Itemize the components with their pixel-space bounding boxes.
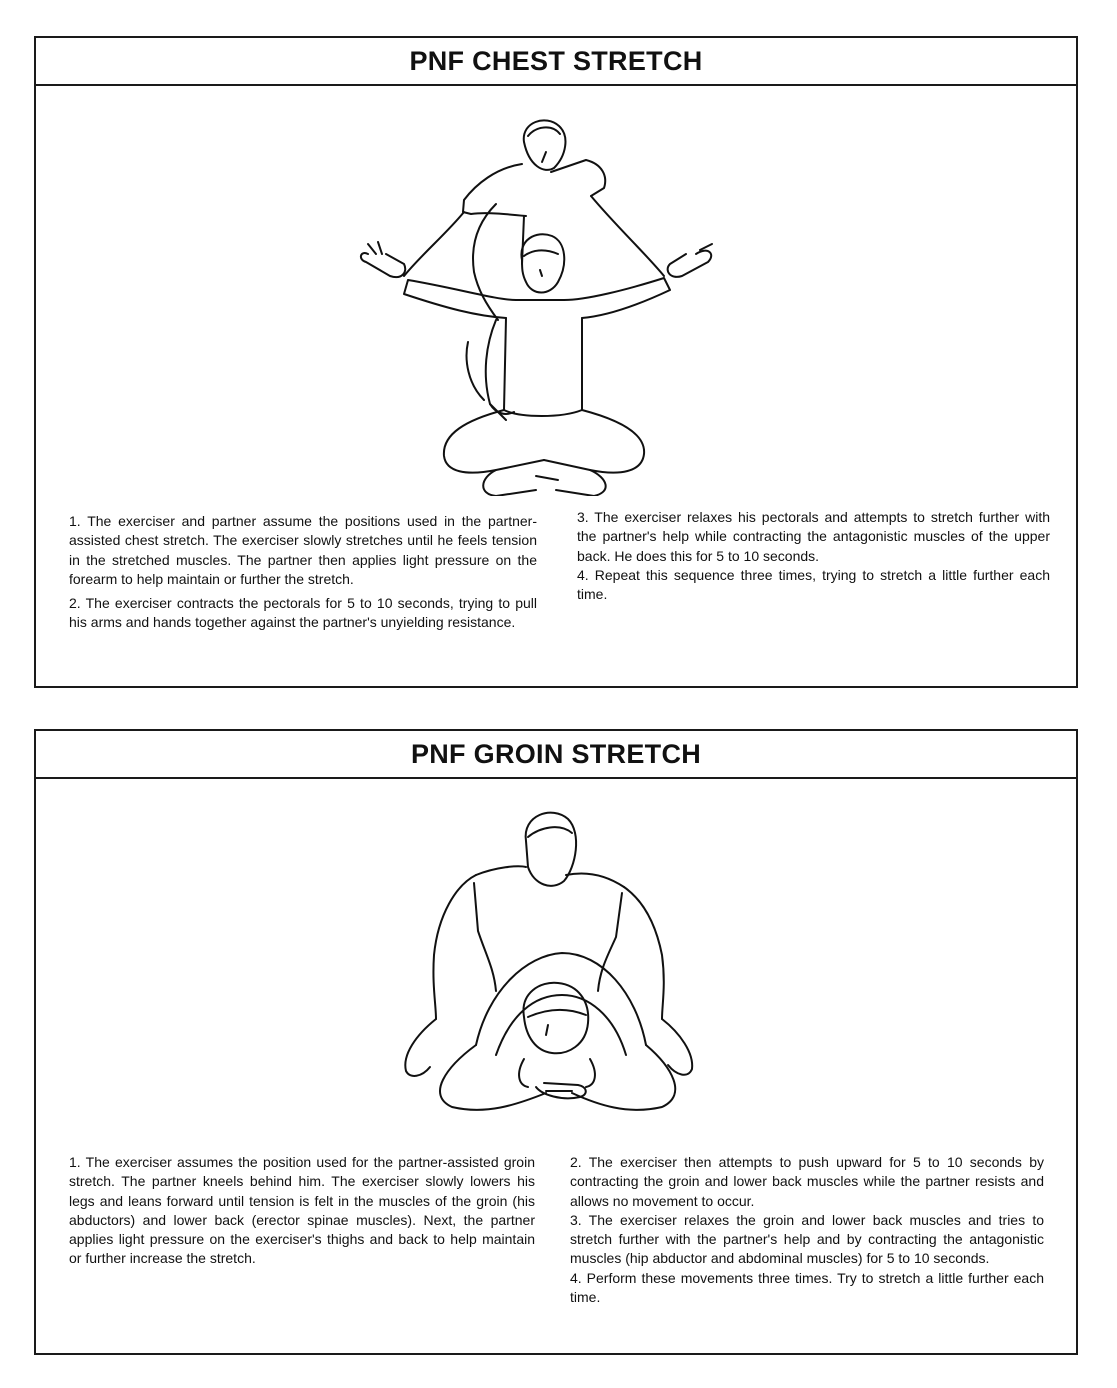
groin-left-column bbox=[69, 1153, 535, 1274]
chest-stretch-panel bbox=[34, 36, 1078, 688]
exerciser-figure bbox=[404, 234, 670, 496]
chest-step-2: 2. The exerciser contracts the pectorals for 5 to 10 seconds, trying to pull his arms and hands together against the partner's unyielding resistance. bbox=[69, 595, 537, 631]
chest-right-column bbox=[577, 508, 1050, 604]
chest-left-column bbox=[69, 512, 537, 638]
chest-step-3: 3. The exerciser relaxes his pectorals and attempts to stretch further with the partner's help while contracting the antagonistic muscles of the upper back. He does this for 5 to 10 seconds. bbox=[577, 509, 1050, 564]
partner-figure bbox=[405, 813, 692, 1076]
groin-stretch-title: PNF GROIN STRETCH bbox=[36, 731, 1076, 779]
groin-stretch-panel bbox=[34, 729, 1078, 1355]
exerciser-figure bbox=[440, 953, 675, 1110]
groin-step-4: 4. Perform these movements three times. Try to stretch a little further each time. bbox=[570, 1269, 1044, 1306]
chest-step-1: 1. The exerciser and partner assume the positions used in the partner-assisted chest stretch. The exerciser slowly stretches until he feels tension in the stretched muscles. The partner then applies light pressure on the forearm to help maintain or further the stretch. bbox=[69, 513, 537, 587]
chest-stretch-illustration-wrap bbox=[36, 104, 1076, 496]
groin-step-1: 1. The exerciser assumes the position used for the partner-assisted groin stretch. The partner kneels behind him. The exerciser slowly lowers his legs and leans forward until tension is felt in the muscles of the groin (his abductors) and lower back (erector spinae muscles). Next, the partner applies light pressure on the exerciser's thighs and back to help maintain or further increase the stretch. bbox=[69, 1154, 535, 1267]
groin-stretch-illustration-wrap bbox=[36, 805, 1076, 1125]
groin-step-3: 3. The exerciser relaxes the groin and lower back muscles and tries to stretch further with the partner's help and by contracting the antagonistic muscles (hip abductor and abdominal muscles) for 5 to 10 seconds. bbox=[570, 1211, 1044, 1267]
chest-stretch-title: PNF CHEST STRETCH bbox=[36, 38, 1076, 86]
chest-step-4: 4. Repeat this sequence three times, trying to stretch a little further each time. bbox=[577, 566, 1050, 603]
chest-stretch-illustration bbox=[346, 104, 766, 496]
groin-step-2: 2. The exerciser then attempts to push upward for 5 to 10 seconds by contracting the groin and lower back muscles while the partner resists and allows no movement to occur. bbox=[570, 1154, 1044, 1209]
groin-right-column bbox=[570, 1153, 1044, 1307]
groin-stretch-illustration bbox=[376, 805, 736, 1125]
partner-figure bbox=[404, 120, 664, 420]
